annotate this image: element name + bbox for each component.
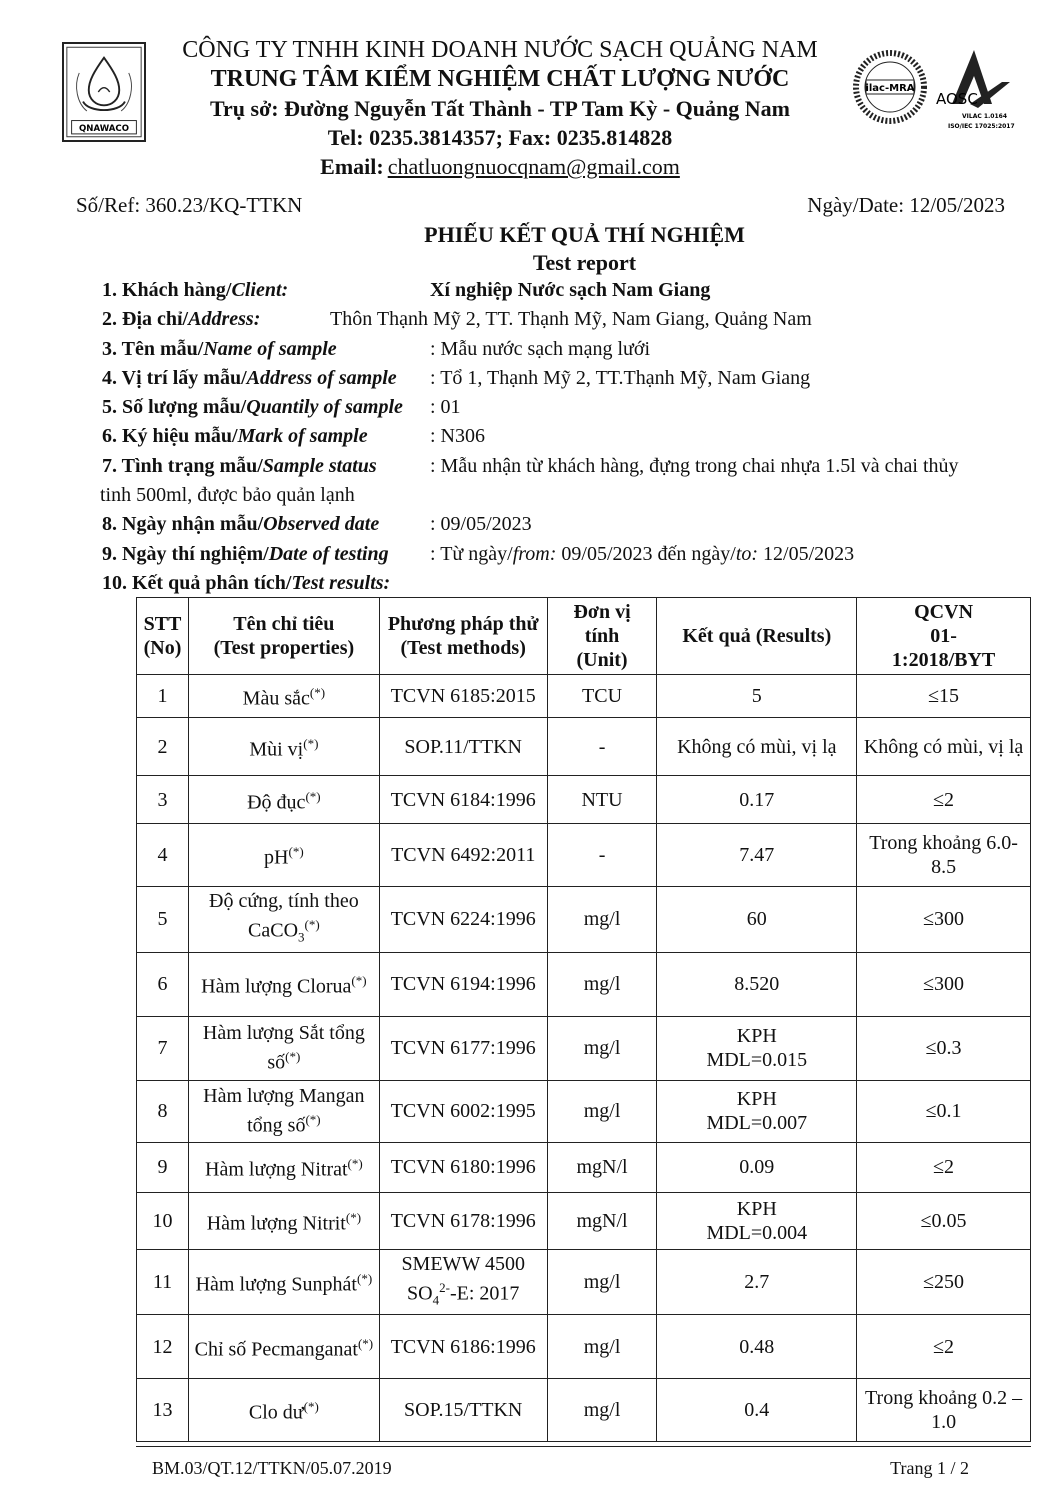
company-address: Trụ sở: Đường Nguyễn Tất Thành - TP Tam Kỳ - Quảng Nam bbox=[210, 96, 790, 121]
table-row: 12 Chỉ số Pecmanganat(*) TCVN 6186:1996 mg/l 0.48 ≤2 bbox=[137, 1315, 1031, 1379]
svg-text:QNAWACO: QNAWACO bbox=[79, 124, 129, 135]
center-name: TRUNG TÂM KIỂM NGHIỆM CHẤT LƯỢNG NƯỚC bbox=[210, 66, 790, 92]
info-testing-date: 9. Ngày thí nghiệm/Date of testing : Từ ngày/from: 09/05/2023 đến ngày/to: 12/05/2023 bbox=[102, 540, 1022, 569]
results-table bbox=[136, 597, 1031, 1442]
svg-text:VILAC 1.0164: VILAC 1.0164 bbox=[962, 113, 1007, 120]
report-title bbox=[0, 221, 1059, 277]
table-row: 13 Clo dư(*) SOP.15/TTKN mg/l 0.4 Trong khoảng 0.2 – 1.0 bbox=[137, 1379, 1031, 1442]
address-value: Thôn Thạnh Mỹ 2, TT. Thạnh Mỹ, Nam Giang, Quảng Nam bbox=[330, 308, 812, 331]
table-row: 4 pH(*) TCVN 6492:2011 - 7.47 Trong khoảng 6.0-8.5 bbox=[137, 824, 1031, 887]
info-client: 1. Khách hàng/Client: Xí nghiệp Nước sạch Nam Giang bbox=[102, 276, 1022, 305]
table-row: 9 Hàm lượng Nitrat(*) TCVN 6180:1996 mgN/l 0.09 ≤2 bbox=[137, 1142, 1031, 1192]
observed-date-value: : 09/05/2023 bbox=[430, 513, 532, 536]
svg-text:ilac-MRA: ilac-MRA bbox=[865, 83, 915, 94]
sample-quantity-value: : 01 bbox=[430, 396, 461, 419]
letterhead bbox=[150, 36, 850, 184]
table-row: 5 Độ cứng, tính theo CaCO$_3$(*) TCVN 6224:1996 mg/l 60 ≤300 bbox=[137, 887, 1031, 953]
ilac-mra-icon bbox=[856, 53, 924, 121]
sample-location-value: : Tổ 1, Thạnh Mỹ 2, TT.Thạnh Mỹ, Nam Giang bbox=[430, 366, 811, 389]
col-header-unit: Đơn vị tính (Unit) bbox=[547, 598, 657, 675]
info-observed-date: 8. Ngày nhận mẫu/Observed date : 09/05/2023 bbox=[102, 510, 1022, 539]
sample-name-value: : Mẫu nước sạch mạng lưới bbox=[430, 337, 651, 360]
bottom-divider bbox=[136, 1446, 1031, 1447]
page-number: Trang 1 / 2 bbox=[890, 1458, 969, 1478]
qnawaco-logo-icon bbox=[64, 44, 144, 140]
sample-status-value: : Mẫu nhận từ khách hàng, đựng trong chai nhựa 1.5l và chai thủy bbox=[430, 454, 959, 477]
info-test-results: 10. Kết quả phân tích/Test results: bbox=[102, 571, 391, 594]
table-header-row bbox=[137, 598, 1031, 675]
reference-number: Số/Ref: 360.23/KQ-TTKN bbox=[76, 193, 303, 217]
svg-text:ISO/IEC 17025:2017: ISO/IEC 17025:2017 bbox=[948, 123, 1015, 130]
col-header-property: Tên chỉ tiêu (Test properties) bbox=[188, 598, 379, 675]
col-header-no: STT (No) bbox=[137, 598, 189, 675]
table-row: 6 Hàm lượng Clorua(*) TCVN 6194:1996 mg/l 8.520 ≤300 bbox=[137, 952, 1031, 1016]
info-address: 2. Địa chỉ/Address: Thôn Thạnh Mỹ 2, TT. Thạnh Mỹ, Nam Giang, Quảng Nam bbox=[102, 305, 1022, 334]
aosc-icon bbox=[936, 50, 1015, 130]
info-sample-status: 7. Tình trạng mẫu/Sample status : Mẫu nhận từ khách hàng, đựng trong chai nhựa 1.5l và chai thủy bbox=[102, 452, 1022, 481]
company-logo bbox=[62, 42, 146, 142]
company-name: CÔNG TY TNHH KINH DOANH NƯỚC SẠCH QUẢNG NAM bbox=[182, 37, 818, 63]
report-date: Ngày/Date: 12/05/2023 bbox=[807, 193, 1005, 217]
sample-info bbox=[102, 276, 1022, 598]
table-row: 11 Hàm lượng Sunphát(*) SMEWW 4500 $SO_4^{2-}-E$: 2017 mg/l 2.7 ≤250 bbox=[137, 1249, 1031, 1315]
info-sample-quantity: 5. Số lượng mẫu/Quantily of sample : 01 bbox=[102, 393, 1022, 422]
company-phone: Tel: 0235.3814357; Fax: 0235.814828 bbox=[327, 125, 673, 150]
email-link[interactable]: chatluongnuocqnam@gmail.com bbox=[387, 154, 680, 179]
info-sample-mark: 6. Ký hiệu mẫu/Mark of sample : N306 bbox=[102, 422, 1022, 451]
title-vi: PHIẾU KẾT QUẢ THÍ NGHIỆM bbox=[424, 222, 745, 247]
table-row: 7 Hàm lượng Sắt tổng số(*) TCVN 6177:1996 mg/l KPH MDL=0.015 ≤0.3 bbox=[137, 1016, 1031, 1080]
info-sample-status-cont bbox=[102, 481, 1022, 510]
table-row: 8 Hàm lượng Mangan tổng số(*) TCVN 6002:1995 mg/l KPH MDL=0.007 ≤0.1 bbox=[137, 1080, 1031, 1142]
col-header-standard: QCVN 01- 1:2018/BYT bbox=[857, 598, 1031, 675]
accreditation-logos bbox=[852, 42, 1022, 137]
testing-date-value: : Từ ngày/from: 09/05/2023 đến ngày/to: 12/05/2023 bbox=[430, 542, 855, 565]
col-header-result: Kết quả (Results) bbox=[657, 598, 857, 675]
table-row: 10 Hàm lượng Nitrit(*) TCVN 6178:1996 mgN/l KPH MDL=0.004 ≤0.05 bbox=[137, 1192, 1031, 1249]
form-code: BM.03/QT.12/TTKN/05.07.2019 bbox=[152, 1458, 392, 1478]
table-row: 1 Màu sắc(*) TCVN 6185:2015 TCU 5 ≤15 bbox=[137, 675, 1031, 718]
title-en: Test report bbox=[532, 250, 637, 275]
table-row: 2 Mùi vị(*) SOP.11/TTKN - Không có mùi, vị lạ Không có mùi, vị lạ bbox=[137, 718, 1031, 776]
info-sample-location: 4. Vị trí lấy mẫu/Address of sample : Tổ 1, Thạnh Mỹ 2, TT.Thạnh Mỹ, Nam Giang bbox=[102, 364, 1022, 393]
info-sample-name: 3. Tên mẫu/Name of sample : Mẫu nước sạch mạng lưới bbox=[102, 335, 1022, 364]
client-value: Xí nghiệp Nước sạch Nam Giang bbox=[430, 279, 711, 301]
email-label: Email: bbox=[320, 154, 384, 179]
table-row: 3 Độ đục(*) TCVN 6184:1996 NTU 0.17 ≤2 bbox=[137, 776, 1031, 824]
svg-text:AOSC: AOSC bbox=[936, 90, 978, 108]
sample-status-continuation: tinh 500ml, được bảo quản lạnh bbox=[100, 484, 355, 507]
sample-mark-value: : N306 bbox=[430, 425, 485, 448]
col-header-method: Phương pháp thử (Test methods) bbox=[379, 598, 547, 675]
